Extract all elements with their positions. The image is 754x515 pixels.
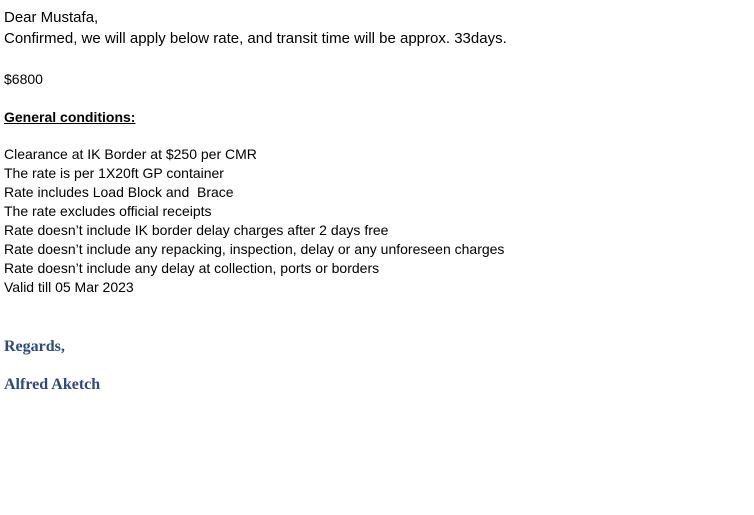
email-intro: Confirmed, we will apply below rate, and transit time will be approx. 33days. (4, 30, 507, 47)
condition-item: Clearance at IK Border at $250 per CMR (4, 146, 257, 162)
closing-regards: Regards, (4, 338, 65, 355)
condition-item: The rate is per 1X20ft GP container (4, 165, 224, 181)
sender-name: Alfred Aketch (4, 376, 101, 390)
condition-item: Rate doesn’t include IK border delay charges after 2 days free (4, 222, 389, 238)
condition-item: Rate doesn’t include any repacking, inspection, delay or any unforeseen charges (4, 241, 505, 257)
conditions-list (4, 145, 504, 297)
rate-price: $6800 (4, 71, 43, 87)
signature-block (4, 336, 304, 390)
condition-item: Valid till 05 Mar 2023 (4, 279, 134, 295)
condition-item: The rate excludes official receipts (4, 203, 212, 219)
condition-item: Rate includes Load Block and Brace (4, 184, 234, 200)
condition-item: Rate doesn’t include any delay at collection, ports or borders (4, 260, 380, 276)
conditions-heading: General conditions: (4, 109, 136, 125)
email-greeting: Dear Mustafa, (4, 9, 99, 26)
